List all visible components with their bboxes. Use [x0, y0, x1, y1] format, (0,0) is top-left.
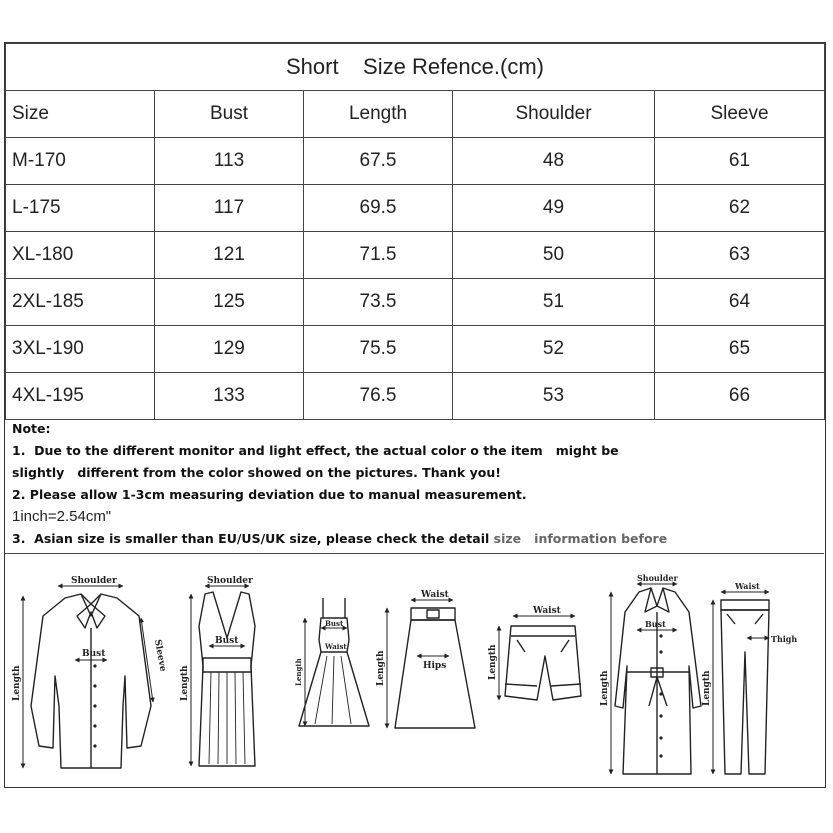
- skirt-length-label: Length: [376, 650, 386, 686]
- cell-size: M-170: [6, 138, 155, 185]
- skirt-hips-label: Hips: [423, 661, 447, 671]
- cell-shoulder: 49: [453, 185, 655, 232]
- note-3-main: 3. Asian size is smaller than EU/US/UK size, please check the detail: [12, 531, 494, 546]
- table-title: Short Size Refence.(cm): [6, 44, 825, 91]
- notes-heading: Note:: [12, 421, 51, 436]
- coat-shoulder-label: Shoulder: [637, 573, 678, 583]
- garment-illustrations: [5, 556, 824, 788]
- cell-sleeve: 61: [655, 138, 825, 185]
- dress-length-label: Length: [294, 658, 303, 686]
- vest-shoulder-label: Shoulder: [207, 576, 253, 586]
- unit-conversion: 1inch=2.54cm": [12, 508, 112, 525]
- cell-bust: 117: [155, 185, 304, 232]
- cell-shoulder: 50: [453, 232, 655, 279]
- header-sleeve: Sleeve: [655, 91, 825, 138]
- cell-size: 3XL-190: [6, 326, 155, 373]
- table-row: [6, 326, 825, 373]
- header-length: Length: [304, 91, 453, 138]
- cell-length: 73.5: [304, 279, 453, 326]
- size-chart-sheet: [4, 42, 826, 788]
- coat-bust-label: Bust: [645, 619, 666, 629]
- cell-size: XL-180: [6, 232, 155, 279]
- table-title-row: [6, 44, 825, 91]
- cell-sleeve: 66: [655, 373, 825, 420]
- garment-svg: [5, 556, 824, 788]
- vest-drawing: [191, 586, 255, 766]
- shirt-sleeve-label: Sleeve: [152, 638, 168, 673]
- coat-length-label: Length: [600, 670, 610, 706]
- cell-sleeve: 63: [655, 232, 825, 279]
- cell-length: 67.5: [304, 138, 453, 185]
- cell-bust: 129: [155, 326, 304, 373]
- shirt-bust-label: Bust: [82, 649, 106, 659]
- note-3-gray: size information before: [493, 531, 668, 546]
- shorts-length-label: Length: [488, 644, 498, 680]
- table-row: [6, 138, 825, 185]
- vest-length-label: Length: [180, 665, 190, 701]
- note-1-line-1: 1. Due to the different monitor and light effect, the actual color o the item might be: [12, 443, 619, 458]
- cell-length: 76.5: [304, 373, 453, 420]
- notes-section: [5, 412, 824, 554]
- table-row: [6, 185, 825, 232]
- shirt-drawing: [23, 586, 153, 768]
- cell-size: L-175: [6, 185, 155, 232]
- size-table: [5, 43, 825, 420]
- table-header-row: [6, 91, 825, 138]
- cell-shoulder: 51: [453, 279, 655, 326]
- cell-shoulder: 48: [453, 138, 655, 185]
- cell-size: 2XL-185: [6, 279, 155, 326]
- table-row: [6, 232, 825, 279]
- pants-thigh-label: Thigh: [771, 634, 798, 644]
- cell-shoulder: 52: [453, 326, 655, 373]
- cell-sleeve: 64: [655, 279, 825, 326]
- header-shoulder: Shoulder: [453, 91, 655, 138]
- table-row: [6, 279, 825, 326]
- dress-waist-label: Waist: [325, 642, 347, 651]
- shirt-shoulder-label: Shoulder: [71, 576, 117, 586]
- cell-size: 4XL-195: [6, 373, 155, 420]
- cell-length: 71.5: [304, 232, 453, 279]
- header-bust: Bust: [155, 91, 304, 138]
- shorts-drawing: [499, 616, 581, 700]
- cell-bust: 113: [155, 138, 304, 185]
- header-size: Size: [6, 91, 155, 138]
- note-3: [12, 528, 824, 550]
- dress-drawing: [299, 598, 369, 726]
- pants-waist-label: Waist: [735, 581, 760, 591]
- vest-bust-label: Bust: [215, 636, 239, 646]
- skirt-waist-label: Waist: [421, 590, 449, 600]
- cell-shoulder: 53: [453, 373, 655, 420]
- note-1-line-2: slightly different from the color showed on the pictures. Thank you!: [12, 465, 501, 480]
- note-2: 2. Please allow 1-3cm measuring deviation due to manual measurement.: [12, 487, 527, 502]
- dress-bust-label: Bust: [325, 619, 344, 628]
- cell-bust: 121: [155, 232, 304, 279]
- pants-length-label: Length: [702, 670, 712, 706]
- cell-length: 75.5: [304, 326, 453, 373]
- shorts-waist-label: Waist: [533, 606, 561, 616]
- shirt-length-label: Length: [12, 665, 22, 701]
- cell-bust: 125: [155, 279, 304, 326]
- cell-sleeve: 65: [655, 326, 825, 373]
- coat-drawing: [611, 584, 701, 774]
- cell-length: 69.5: [304, 185, 453, 232]
- cell-sleeve: 62: [655, 185, 825, 232]
- pants-drawing: [713, 592, 769, 774]
- cell-bust: 133: [155, 373, 304, 420]
